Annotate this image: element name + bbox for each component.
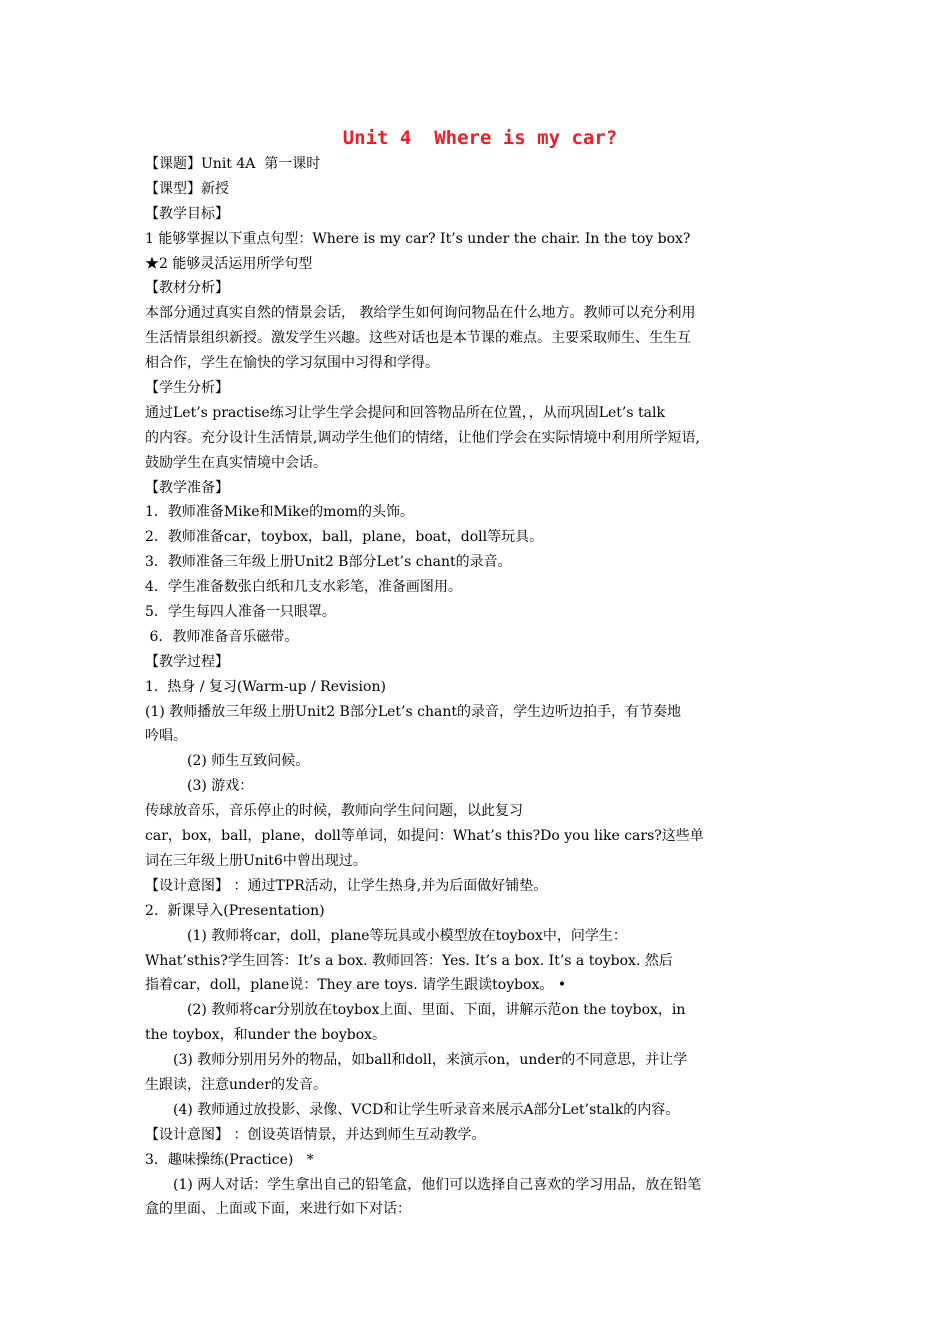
text-line: the toybox，和under the boybox。: [145, 1027, 387, 1044]
text-line: 相合作，学生在愉快的学习氛围中习得和学得。: [145, 355, 439, 372]
text-line: 本部分通过真实自然的情景会话， 教给学生如何询问物品在什么地方。教师可以充分利用: [145, 305, 696, 322]
text-line: What’sthis?学生回答：It’s a box. 教师回答：Yes. It’s a box. It’s a toybox. 然后: [145, 952, 673, 969]
text-line: 鼓励学生在真实情境中会话。: [145, 454, 327, 471]
text-line: 【课型】新授: [145, 180, 229, 197]
text-line: 吟唱。: [145, 728, 187, 745]
step-heading: 3．趣味操练(Practice) *: [145, 1151, 314, 1168]
text-line: (3) 教师分别用另外的物品，如ball和doll，来演示on，under的不同意思，并让学: [173, 1052, 688, 1069]
text-line: 传球放音乐，音乐停止的时候，教师向学生问问题，以此复习: [145, 803, 523, 820]
text-line: (2) 教师将car分别放在toybox上面、里面、下面，讲解示范on the toybox，in: [187, 1002, 686, 1019]
list-item: 1．教师准备Mike和Mike的mom的头饰。: [145, 504, 415, 521]
text-line: (1) 教师播放三年级上册Unit2 B部分Let’s chant的录音，学生边听边拍手，有节奏地: [145, 703, 681, 720]
text-line: 词在三年级上册Unit6中曾出现过。: [145, 852, 367, 869]
text-line: (1) 两人对话：学生拿出自己的铅笔盒，他们可以选择自己喜欢的学习用品，放在铅笔: [173, 1176, 702, 1193]
list-item: 6．教师准备音乐磁带。: [145, 628, 299, 645]
text-line: (3) 游戏：: [187, 778, 254, 795]
text-line: 通过Let’s practise练习让学生学会提问和回答物品所在位置，，从而巩固Let’s talk: [145, 404, 665, 421]
text-line: 盒的里面、上面或下面，来进行如下对话：: [145, 1201, 411, 1218]
step-heading: 1. 热身 / 复习(Warm-up / Revision): [145, 678, 386, 695]
section-heading: 【教材分析】: [145, 280, 229, 297]
design-intent: 【设计意图】 ：通过TPR活动，让学生热身,并为后面做好铺垫。: [145, 877, 548, 894]
text-line: 的内容。充分设计生活情景,调动学生他们的情绪，让他们学会在实际情境中利用所学短语,: [145, 429, 700, 446]
list-item: 2．教师准备car，toybox，ball，plane，boat，doll等玩具。: [145, 529, 544, 546]
text-line: 生活情景组织新授。激发学生兴趣。这些对话也是本节课的难点。主要采取师生、生生互: [145, 330, 691, 347]
section-heading: 【教学过程】: [145, 653, 229, 670]
list-item: 4．学生准备数张白纸和几支水彩笔，准备画图用。: [145, 579, 462, 596]
design-intent: 【设计意图】 ：创设英语情景，并达到师生互动教学。: [145, 1126, 486, 1143]
section-heading: 【教学准备】: [145, 479, 229, 496]
text-line: car，box，ball，plane，doll等单词，如提问：What’s this?Do you like cars?这些单: [145, 828, 704, 845]
text-line: 指着car，doll，plane说：They are toys. 请学生跟读toybox。 •: [145, 977, 567, 994]
text-line: 【课题】Unit 4A 第一课时: [145, 156, 321, 172]
text-line: (4) 教师通过放投影、录像、VCD和让学生听录音来展示A部分Let’stalk的内容。: [173, 1101, 680, 1118]
list-item: 5．学生每四人准备一只眼罩。: [145, 604, 336, 621]
text-line: 1 能够掌握以下重点句型：Where is my car? It’s under the chair. In the toy box?: [145, 230, 691, 247]
section-heading: 【教学目标】: [145, 205, 229, 222]
text-line: (2) 师生互致问候。: [187, 753, 310, 770]
text-line: (1) 教师将car，doll，plane等玩具或小模型放在toybox中，问学生：: [187, 927, 627, 944]
document-page: [145, 124, 815, 1222]
step-heading: 2. 新课导入(Presentation): [145, 902, 325, 919]
document-title: Unit 4 Where is my car?: [342, 127, 618, 149]
text-line: 生跟读，注意under的发音。: [145, 1076, 327, 1093]
text-line: ★2 能够灵活运用所学句型: [145, 255, 313, 272]
list-item: 3．教师准备三年级上册Unit2 B部分Let’s chant的录音。: [145, 554, 512, 571]
section-heading: 【学生分析】: [145, 380, 229, 397]
